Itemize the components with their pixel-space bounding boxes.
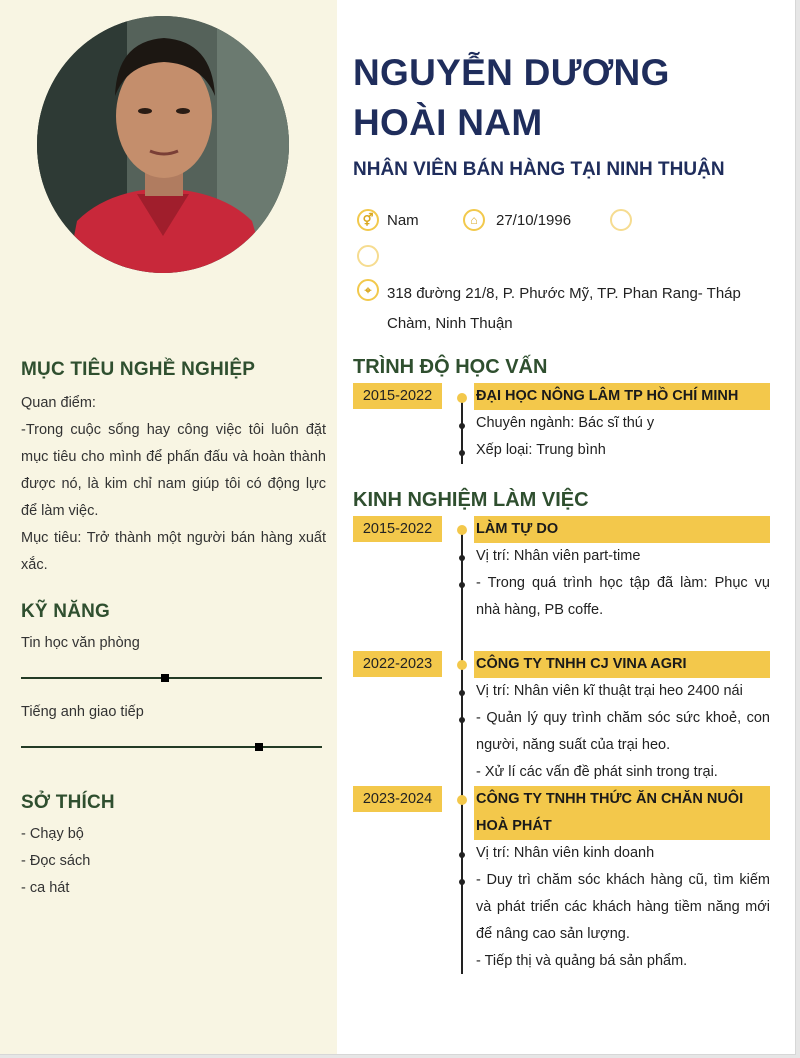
experience-years: 2022-2023 bbox=[353, 651, 442, 677]
bullet bbox=[459, 582, 465, 588]
skill-name: Tin học văn phòng bbox=[21, 635, 140, 651]
skills-heading: KỸ NĂNG bbox=[21, 601, 111, 622]
bullet bbox=[459, 450, 465, 456]
timeline-dot bbox=[457, 393, 467, 403]
experience-detail: - Trong quá trình học tập đã làm: Phục vụ nhà hàng, PB coffe. bbox=[476, 575, 770, 618]
gender-icon: ⚥ bbox=[357, 209, 379, 231]
experience-detail: - Tiếp thị và quảng bá sản phẩm. bbox=[476, 953, 688, 969]
profile-photo bbox=[37, 16, 289, 273]
education-detail: Xếp loại: Trung bình bbox=[476, 442, 606, 458]
objective-label: Quan điểm: bbox=[21, 395, 96, 411]
experience-detail: - Quản lý quy trình chăm sóc sức khoẻ, con người, năng suất của trại heo. bbox=[476, 710, 770, 753]
experience-company: LÀM TỰ DO bbox=[474, 516, 770, 543]
sidebar bbox=[0, 0, 337, 1054]
candidate-name: NGUYỄN DƯƠNG HOÀI NAM bbox=[353, 52, 670, 143]
objective-goal: Mục tiêu: Trở thành một người bán hàng xuất xắc. bbox=[21, 530, 326, 573]
hobby-item: - Chạy bộ bbox=[21, 826, 84, 842]
timeline-dot bbox=[457, 795, 467, 805]
hobby-item: - Đọc sách bbox=[21, 853, 91, 869]
bullet bbox=[459, 717, 465, 723]
address-value: 318 đường 21/8, P. Phước Mỹ, TP. Phan Rang- Tháp Chàm, Ninh Thuận bbox=[387, 285, 741, 332]
experience-detail: - Xử lí các vấn đề phát sinh trong trại. bbox=[476, 764, 718, 780]
skill-level-marker bbox=[255, 743, 263, 751]
birthday-cake-icon: ⌂ bbox=[463, 209, 485, 231]
education-heading: TRÌNH ĐỘ HỌC VẤN bbox=[353, 356, 548, 378]
bullet bbox=[459, 852, 465, 858]
objective-paragraph: -Trong cuộc sống hay công việc tôi luôn đặt mục tiêu cho mình để phấn đấu và hoàn thành được nó, là kim chỉ nam giúp tôi có động lực để làm việc. bbox=[21, 422, 326, 519]
experience-detail: Vị trí: Nhân viên kinh doanh bbox=[476, 845, 655, 861]
experience-detail: Vị trí: Nhân viên kĩ thuật trại heo 2400 nái bbox=[476, 683, 743, 699]
job-title: NHÂN VIÊN BÁN HÀNG TẠI NINH THUẬN bbox=[353, 159, 725, 180]
email-icon bbox=[357, 245, 379, 267]
location-icon: ⌖ bbox=[357, 279, 379, 301]
bullet bbox=[459, 879, 465, 885]
experience-years: 2015-2022 bbox=[353, 516, 442, 542]
gender-value: Nam bbox=[387, 212, 419, 229]
skill-name: Tiếng anh giao tiếp bbox=[21, 704, 144, 720]
hobbies-heading: SỞ THÍCH bbox=[21, 792, 115, 813]
hobby-item: - ca hát bbox=[21, 880, 70, 896]
birthday-value: 27/10/1996 bbox=[496, 212, 572, 229]
education-detail: Chuyên ngành: Bác sĩ thú y bbox=[476, 415, 655, 431]
experience-detail: Vị trí: Nhân viên part-time bbox=[476, 548, 641, 564]
bullet bbox=[459, 423, 465, 429]
timeline-dot bbox=[457, 525, 467, 535]
skill-level-bar bbox=[21, 746, 322, 748]
phone-icon bbox=[610, 209, 632, 231]
education-school: ĐẠI HỌC NÔNG LÂM TP HỒ CHÍ MINH bbox=[474, 383, 770, 410]
objective-heading: MỤC TIÊU NGHỀ NGHIỆP bbox=[21, 359, 256, 380]
timeline-dot bbox=[457, 660, 467, 670]
experience-heading: KINH NGHIỆM LÀM VIỆC bbox=[353, 489, 589, 511]
skill-level-bar bbox=[21, 677, 322, 679]
bullet bbox=[459, 690, 465, 696]
experience-years: 2023-2024 bbox=[353, 786, 442, 812]
skill-level-marker bbox=[161, 674, 169, 682]
bullet bbox=[459, 555, 465, 561]
experience-company: CÔNG TY TNHH THỨC ĂN CHĂN NUÔI HOÀ PHÁT bbox=[474, 786, 770, 840]
education-years: 2015-2022 bbox=[353, 383, 442, 409]
objective-text bbox=[21, 390, 326, 579]
experience-timeline bbox=[461, 528, 463, 974]
experience-detail: - Duy trì chăm sóc khách hàng cũ, tìm kiếm và phát triển các khách hàng tiềm năng mới để nâng cao sản lượng. bbox=[476, 872, 770, 942]
experience-company: CÔNG TY TNHH CJ VINA AGRI bbox=[474, 651, 770, 678]
